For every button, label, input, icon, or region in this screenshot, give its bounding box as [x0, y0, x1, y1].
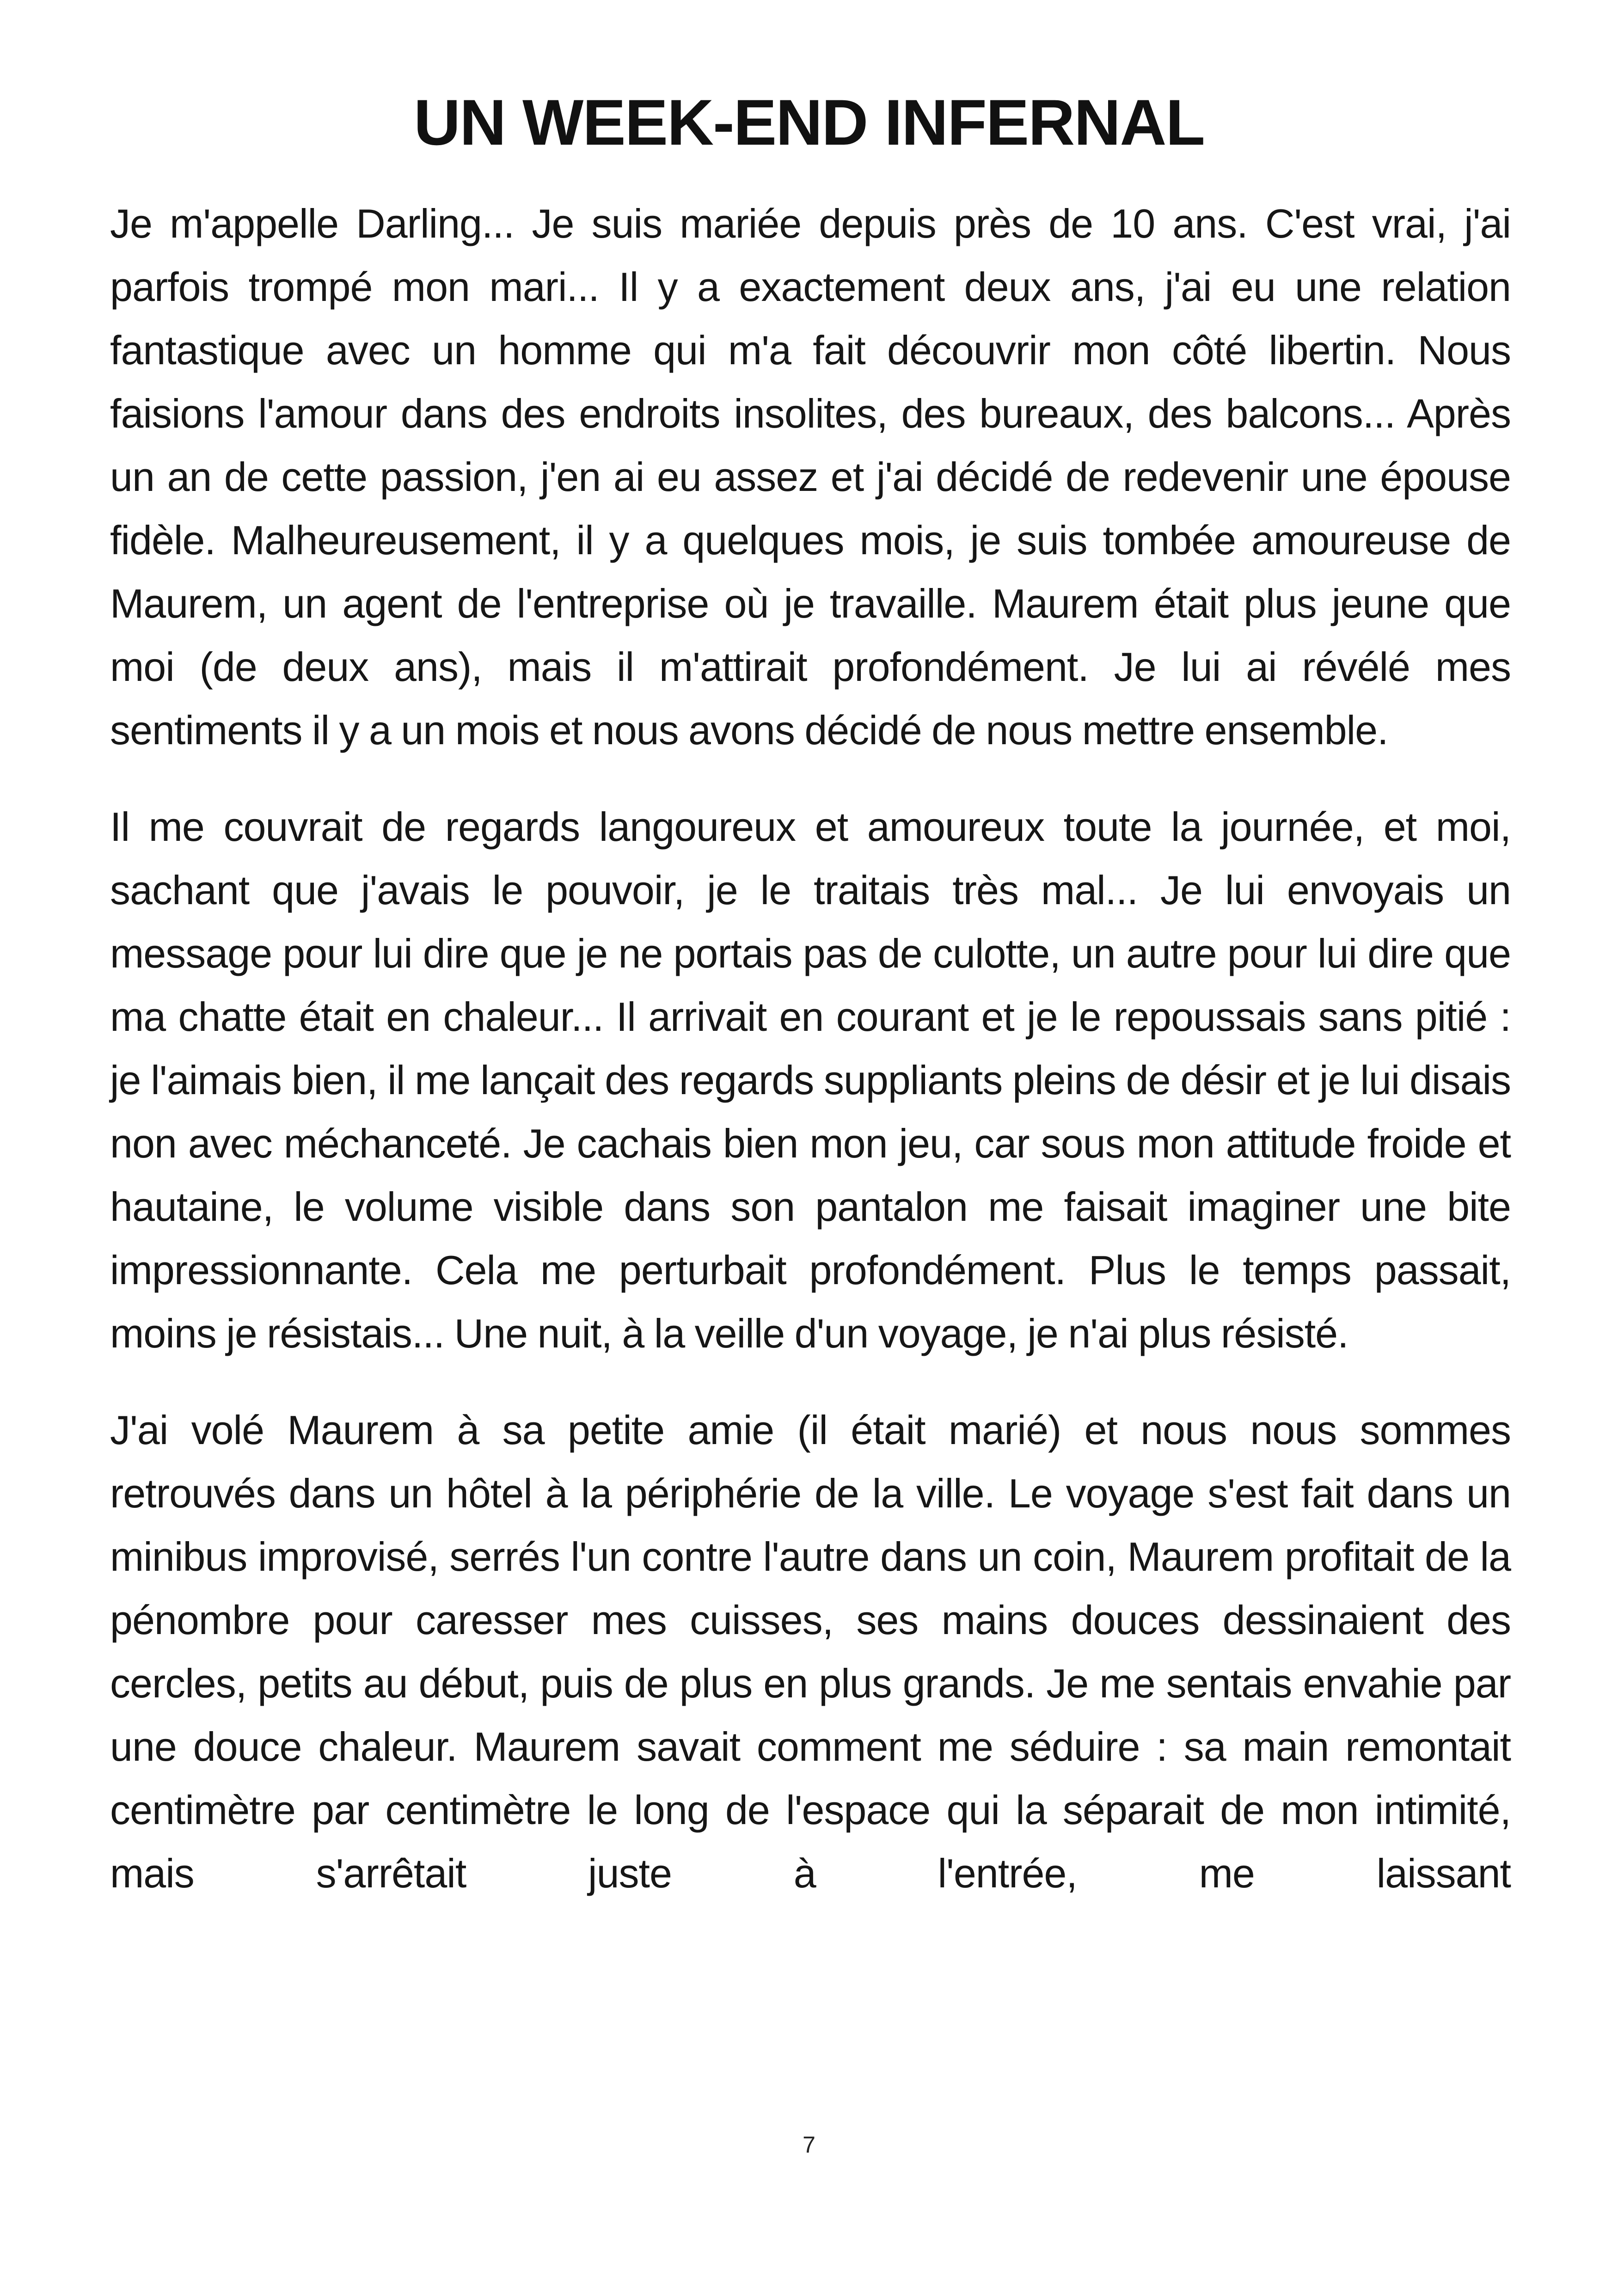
document-title: UN WEEK-END INFERNAL: [414, 86, 1204, 159]
paragraph-1: Je m'appelle Darling... Je suis mariée depuis près de 10 ans. C'est vrai, j'ai parfois trompé mon mari... Il y a exactement deux ans, j'ai eu une relation fantastique avec un homme qui m'a fait découvrir mon côté libertin. Nous faisions l'amour dans des endroits insolites, des bureaux, des balcons... Après un an de cette passion, j'en ai eu assez et j'ai décidé de redevenir une épouse fidèle. Malheureusement, il y a quelques mois, je suis tombée amoureuse de Maurem, un agent de l'entreprise où je travaille. Maurem était plus jeune que moi (de deux ans), mais il m'attirait profondément. Je lui ai révélé mes sentiments il y a un mois et nous avons décidé de nous mettre ensemble.: [110, 201, 1511, 753]
paragraph-2: Il me couvrait de regards langoureux et amoureux toute la journée, et moi, sachant que j'avais le pouvoir, je le traitais très mal... Je lui envoyais un message pour lui dire que je ne portais pas de culotte, un autre pour lui dire que ma chatte était en chaleur... Il arrivait en courant et je le repoussais sans pitié : je l'aimais bien, il me lançait des regards suppliants pleins de désir et je lui disais non avec méchanceté. Je cachais bien mon jeu, car sous mon attitude froide et hautaine, le volume visible dans son pantalon me faisait imaginer une bite impressionnante. Cela me perturbait profondément. Plus le temps passait, moins je résistais... Une nuit, à la veille d'un voyage, je n'ai plus résisté.: [110, 804, 1511, 1356]
document-body: [110, 192, 1511, 1938]
page-number: 7: [803, 2132, 815, 2158]
paragraph-3: J'ai volé Maurem à sa petite amie (il était marié) et nous nous sommes retrouvés dans un hôtel à la périphérie de la ville. Le voyage s'est fait dans un minibus improvisé, serrés l'un contre l'autre dans un coin, Maurem profitait de la pénombre pour caresser mes cuisses, ses mains douces dessinaient des cercles, petits au début, puis de plus en plus grands. Je me sentais envahie par une douce chaleur. Maurem savait comment me séduire : sa main remontait centimètre par centimètre le long de l'espace qui la séparait de mon intimité, mais s'arrêtait juste à l'entrée, me laissant: [110, 1407, 1511, 1896]
